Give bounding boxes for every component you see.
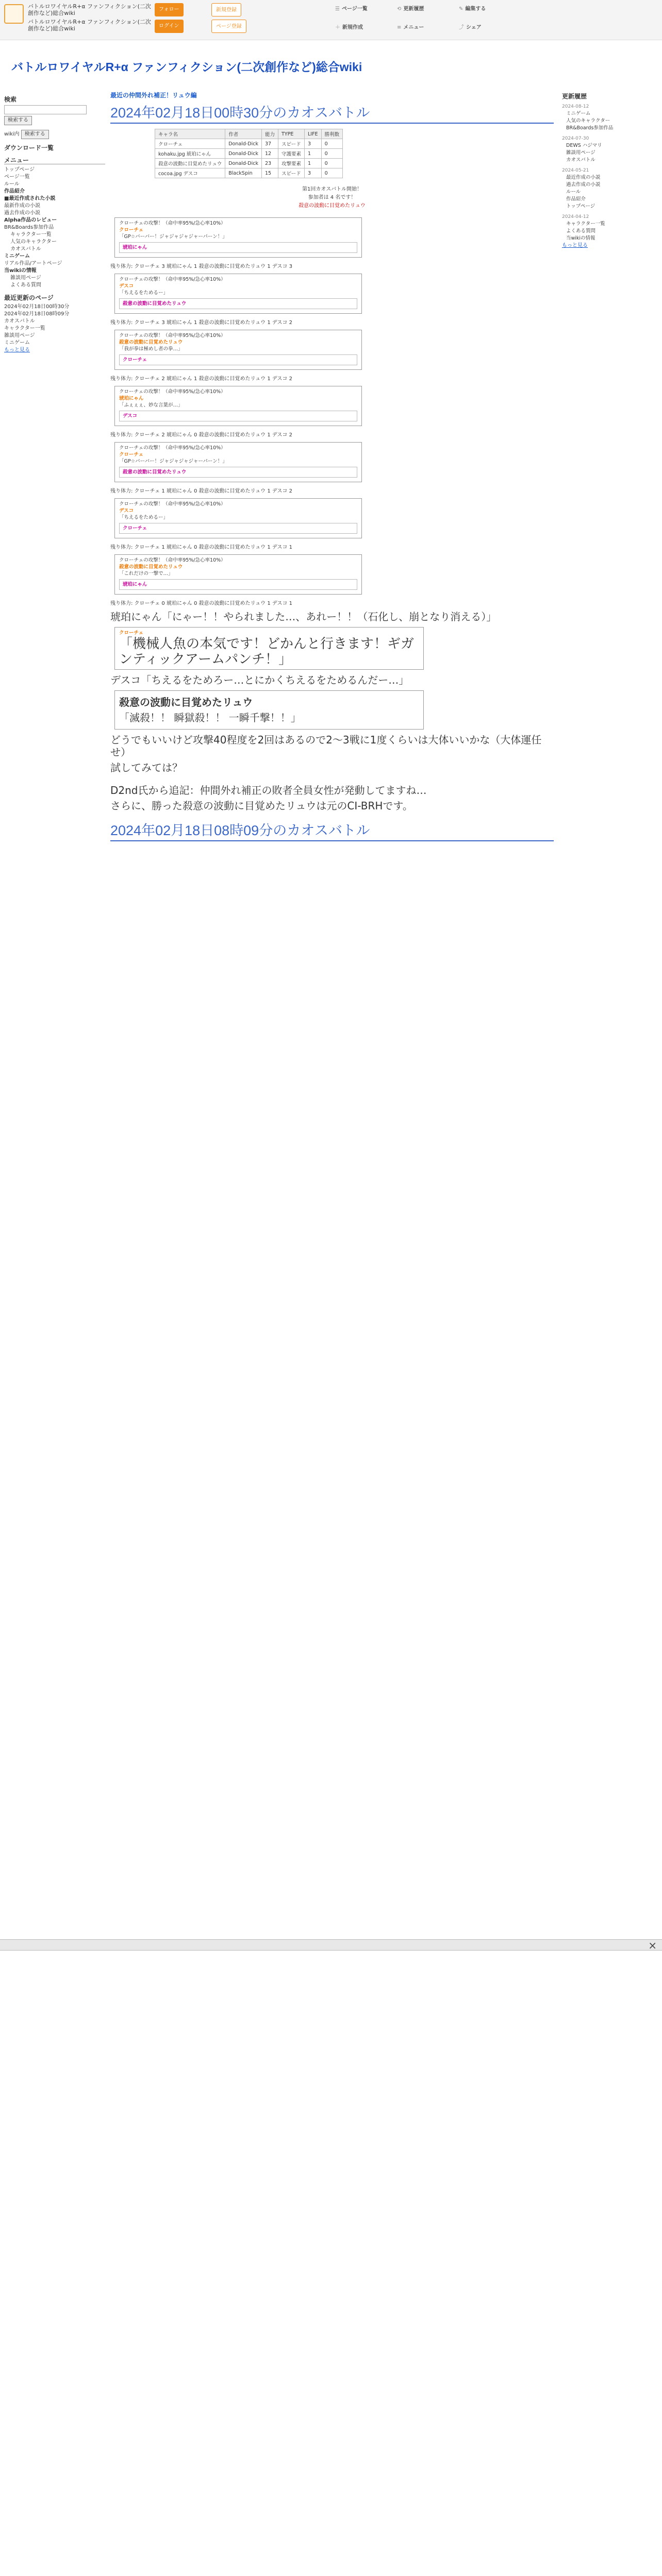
right-sidebar [562,91,658,249]
register-button[interactable]: 新規登録 [211,3,241,16]
defender-name: クローチェ [123,357,147,363]
recent-updates-title: 最近更新のページ [4,294,54,301]
site-title-small[interactable] [28,3,152,32]
attacker-name: クローチェ [119,227,144,233]
page-register-button[interactable]: ページ登録 [211,20,246,33]
table-header: 勝利数 [321,129,343,139]
history-date: 2024-07-30 [562,136,589,141]
attacker-quote: 「GP☆バーバー！ジャジャジャジャーパーン！」 [119,459,227,464]
recent-item[interactable]: キャラクター一覧 [4,326,45,331]
title-line-2: バトルロワイヤルR+α ファンフィクション(二次創作など)総合wiki [28,19,151,32]
menu-item[interactable]: キャラクター一覧 [10,232,52,238]
hp-status-line: 残り体力: クローチェ 2 琥珀にゃん 0 殺意の波動に目覚めたリュウ 1 デスコ 2 [110,432,293,438]
table-header: キャラ名 [155,129,225,139]
table-cell[interactable]: クローチェ [155,139,225,149]
attack-line: クローチェの攻撃！（命中率95%/急心率10%） [119,277,226,282]
close-icon[interactable]: × [648,1939,657,1952]
menu-title: メニュー [4,157,105,164]
battle-start [110,185,554,210]
final-head: 殺意の波動に目覚めたリュウ [119,696,253,708]
final-box [114,690,424,730]
start-line-1: 第1回カオスバトル開始！ [302,187,362,192]
history-item[interactable]: 人気のキャラクター [566,118,610,124]
defender-box [119,579,357,590]
attack-box [114,442,362,482]
attack-box [114,554,362,595]
attack-box [114,274,362,314]
page-list-link[interactable]: ☰ ページ一覧 [335,6,368,12]
croce-name: クローチェ [119,630,144,636]
edit-link[interactable]: ✎ 編集する [459,6,486,12]
follow-button[interactable]: フォロー [155,3,184,16]
table-cell: Donald-Dick [225,139,262,149]
defender-name: 琥珀にゃん [123,582,147,587]
history-date: 2024-04-12 [562,214,589,219]
kohaku-defeat-line: 琥珀にゃん「にゃー！！やられました…、あれー！！（石化し、崩となり消える）」 [110,611,497,623]
table-cell: 0 [321,168,343,178]
defender-name: クローチェ [123,526,147,531]
menu-item[interactable]: ミニゲーム [4,253,30,259]
history-date: 2024-05-21 [562,168,589,173]
hp-status-line: 残り体力: クローチェ 1 琥珀にゃん 0 殺意の波動に目覚めたリュウ 1 デスコ 2 [110,488,293,494]
top-toolbar [0,0,662,40]
menu-item[interactable]: BR&Boards参加作品 [4,225,54,230]
attacker-quote: 「ちえるをためるー」 [119,290,169,296]
table-cell: 0 [321,149,343,159]
left-sidebar [4,91,105,354]
history-link[interactable]: ⟲ 更新履歴 [397,6,424,12]
menu-item[interactable]: カオスバトル [10,246,41,252]
history-list [562,221,658,242]
site-heading[interactable]: バトルロワイヤルR+α ファンフィクション(二次創作など)総合wiki [11,60,362,74]
history-groups [562,103,658,242]
defender-box [119,354,357,365]
defender-box [119,298,357,309]
attacker-name: 琥珀にゃん [119,396,144,401]
history-item[interactable]: キャラクター一覧 [566,221,605,227]
attack-box [114,330,362,370]
table-cell: 0 [321,139,343,149]
menu-item[interactable]: ルール [4,181,20,187]
attacker-name: 殺意の波動に目覚めたリュウ [119,340,183,345]
table-cell: 3 [305,139,322,149]
menu-item[interactable]: トップページ [4,167,35,173]
attack-line: クローチェの攻撃！（命中率95%/急心率10%） [119,557,226,563]
attacker-quote: 「ちえるをためるー」 [119,515,169,520]
table-cell: 37 [261,139,278,149]
table-cell: 1 [305,159,322,168]
participant-table [155,129,343,178]
table-row [155,139,343,149]
history-item[interactable]: 当wikiの情報 [566,235,595,241]
history-title: 更新履歴 [562,93,587,100]
defender-box [119,467,357,478]
table-cell: スピード [278,168,304,178]
table-cell: 守護要素 [278,149,304,159]
attacker-name: クローチェ [119,452,144,457]
attack-line: クローチェの攻撃！（命中率95%/急心率10%） [119,389,226,395]
battle-log [110,217,554,606]
menu-item[interactable]: 当wikiの情報 [4,268,37,274]
history-item[interactable]: BR&Boards参加作品 [566,125,614,131]
attacker-name: 殺意の波動に目覚めたリュウ [119,564,183,570]
breadcrumb[interactable]: 最近の仲間外れ補正！リュウ編 [110,92,197,99]
overlay-bar [0,1939,662,1951]
table-cell: 3 [305,168,322,178]
history-item[interactable]: 最近作成の小説 [566,175,601,180]
cocoa-line: デスコ「ちえるをためろー…とにかくちえるをためるんだー…」 [110,674,409,686]
history-item[interactable]: 過去作成の小説 [566,182,601,188]
recent-item[interactable]: 雑談用ページ [4,333,35,338]
menu-item[interactable]: 最新作成の小説 [4,203,40,209]
table-cell: 15 [261,168,278,178]
page-title-2: 2024年02月18日08時09分のカオスバトル [110,819,554,841]
history-item[interactable]: 作品紹介 [566,196,586,202]
history-item[interactable]: DEWS ハジマリ [566,143,602,148]
menu-item[interactable]: 人気のキャラクター [10,239,57,245]
table-header: LIFE [305,129,322,139]
recent-item[interactable]: カオスバトル [4,318,35,324]
defender-name: デスコ [123,413,138,419]
table-cell: 23 [261,159,278,168]
hp-status-line: 残り体力: クローチェ 3 琥珀にゃん 1 殺意の波動に目覚めたリュウ 1 デスコ 2 [110,320,293,326]
menu-link[interactable]: ≡ メニュー [397,25,424,30]
attack-line: クローチェの攻撃！（命中率95%/急心率10%） [119,501,226,507]
hp-status-line: 残り体力: クローチェ 2 琥珀にゃん 1 殺意の波動に目覚めたリュウ 1 デスコ 2 [110,376,293,382]
menu-item[interactable]: 作品紹介 [4,189,25,194]
recent-item[interactable]: 2024年02月18日00時30分 [4,304,70,310]
final-sub: 試してみては？ [110,761,183,774]
menu-item[interactable]: ■最近作成された小説 [4,196,56,201]
table-cell[interactable]: kohaku.jpg 琥珀にゃん [155,149,225,159]
table-cell: 0 [321,159,343,168]
hp-status-line: 残り体力: クローチェ 1 琥珀にゃん 0 殺意の波動に目覚めたリュウ 1 デスコ 1 [110,545,293,550]
attack-line: クローチェの攻撃！（命中率95%/急心率10%） [119,221,226,226]
table-cell: Donald-Dick [225,159,262,168]
wiki-logo[interactable] [4,4,24,24]
pencil-icon: ✎ [459,6,464,12]
history-item[interactable]: ミニゲーム [566,111,591,116]
history-item[interactable]: トップページ [566,204,595,209]
closing-1: D2nd氏から追記：仲間外れ補正の敗者全員女性が発動してますね… [110,784,427,796]
defender-box [119,411,357,421]
croce-special-text: 「機械人魚の本気です！どかんと行きます！ギガンティックアームパンチ！」 [119,636,415,667]
right-more-link[interactable]: もっと見る [562,243,588,248]
table-cell: BlackSpin [225,168,262,178]
page-title: 2024年02月18日00時30分のカオスバトル [110,101,554,124]
defender-box [119,523,357,534]
share-link[interactable]: ⤴ シェア [459,25,482,30]
start-highlight: 殺意の波動に目覚めたリュウ [299,203,366,209]
recent-item[interactable]: ミニゲーム [4,340,30,346]
clock-icon: ⟲ [397,6,402,12]
recent-item[interactable]: 2024年02月18日08時09分 [4,311,70,317]
table-header: TYPE [278,129,304,139]
list-icon: ☰ [335,6,340,12]
download-list-title[interactable]: ダウンロード一覧 [4,144,54,151]
attack-line: クローチェの攻撃！（命中率95%/急心率10%） [119,445,226,451]
history-list [562,142,658,164]
defender-name: 殺意の波動に目覚めたリュウ [123,469,187,475]
menu-item[interactable]: 過去作成の小説 [4,210,40,216]
attack-line: クローチェの攻撃！（命中率95%/急心率10%） [119,333,226,338]
attacker-name: デスコ [119,283,134,289]
table-header: 能力 [261,129,278,139]
table-cell[interactable]: cocoa.jpg デスコ [155,168,225,178]
recent-updates-list [4,303,105,347]
table-header: 作者 [225,129,262,139]
login-button[interactable]: ログイン [155,20,184,33]
final-say: 「滅殺！！ 瞬獄殺！！ 一瞬千撃！！」 [119,711,301,724]
table-row [155,168,343,178]
attack-box [114,386,362,426]
table-row [155,159,343,168]
history-date: 2024-08-12 [562,104,589,109]
menu-icon: ≡ [397,25,402,30]
search-label: 検索 [4,96,17,103]
defender-box [119,242,357,253]
table-cell: 攻撃要素 [278,159,304,168]
start-line-2: 参加者は 4 名です！ [308,195,356,200]
menu-item[interactable]: ページ一覧 [4,174,30,180]
table-cell: 1 [305,149,322,159]
wiki-scope-label: wiki内 [4,131,20,137]
croce-special-box [114,627,424,670]
menu-item[interactable]: よくある質問 [10,282,41,288]
attack-box [114,498,362,538]
table-cell: 12 [261,149,278,159]
history-item[interactable]: カオスバトル [566,157,595,163]
attacker-quote: 「ふぇぇぇ、妙な言葉が…」 [119,402,183,408]
attacker-quote: 「これだけの一撃で…」 [119,571,173,577]
history-item[interactable]: ルール [566,189,581,195]
attacker-name: デスコ [119,508,134,514]
history-list [562,110,658,132]
defender-name: 殺意の波動に目覚めたリュウ [123,301,187,307]
main-content [110,91,554,846]
wiki-search-button[interactable]: 検索する [21,130,49,139]
menu-item[interactable]: Alpha作品のレビュー [4,217,57,223]
search-button[interactable]: 検索する [4,116,32,125]
attacker-quote: 「我が拳は極めし者の拳…」 [119,346,183,352]
attack-box [114,217,362,258]
search-input[interactable] [4,105,87,114]
table-row [155,149,343,159]
menu-list [4,166,105,289]
share-icon: ⤴ [459,25,464,30]
history-item[interactable]: よくある質問 [566,228,596,234]
plus-icon: ＋ [335,25,340,30]
hp-status-line: 残り体力: クローチェ 3 琥珀にゃん 1 殺意の波動に目覚めたリュウ 1 デスコ 3 [110,264,293,269]
table-cell: Donald-Dick [225,149,262,159]
table-cell[interactable]: 殺意の波動に目覚めたリュウ [155,159,225,168]
final-note: どうでもいいけど攻撃40程度を2回はあるので2〜3戦に1度くらいは大体いいかな（大体運任せ） [110,734,542,758]
table-cell: スピード [278,139,304,149]
new-page-link[interactable]: ＋ 新規作成 [335,25,363,30]
menu-item[interactable]: 雑談用ページ [10,275,41,281]
defender-name: 琥珀にゃん [123,245,147,250]
site-header [0,40,662,87]
menu-item[interactable]: リアル作品/アートページ [4,261,62,266]
left-more-link[interactable]: もっと見る [4,347,30,353]
hp-status-line: 残り体力: クローチェ 0 琥珀にゃん 0 殺意の波動に目覚めたリュウ 1 デスコ 1 [110,601,293,606]
closing-2: さらに、勝った殺意の波動に目覚めたリュウは元のCI-BRHです。 [110,800,413,812]
history-list [562,174,658,210]
history-item[interactable]: 雑談用ページ [566,150,595,156]
attacker-quote: 「GP☆バーバー！ジャジャジャジャーパーン！」 [119,234,227,240]
title-line-1: バトルロワイヤルR+α ファンフィクション(二次創作など)総合wiki [28,3,151,16]
